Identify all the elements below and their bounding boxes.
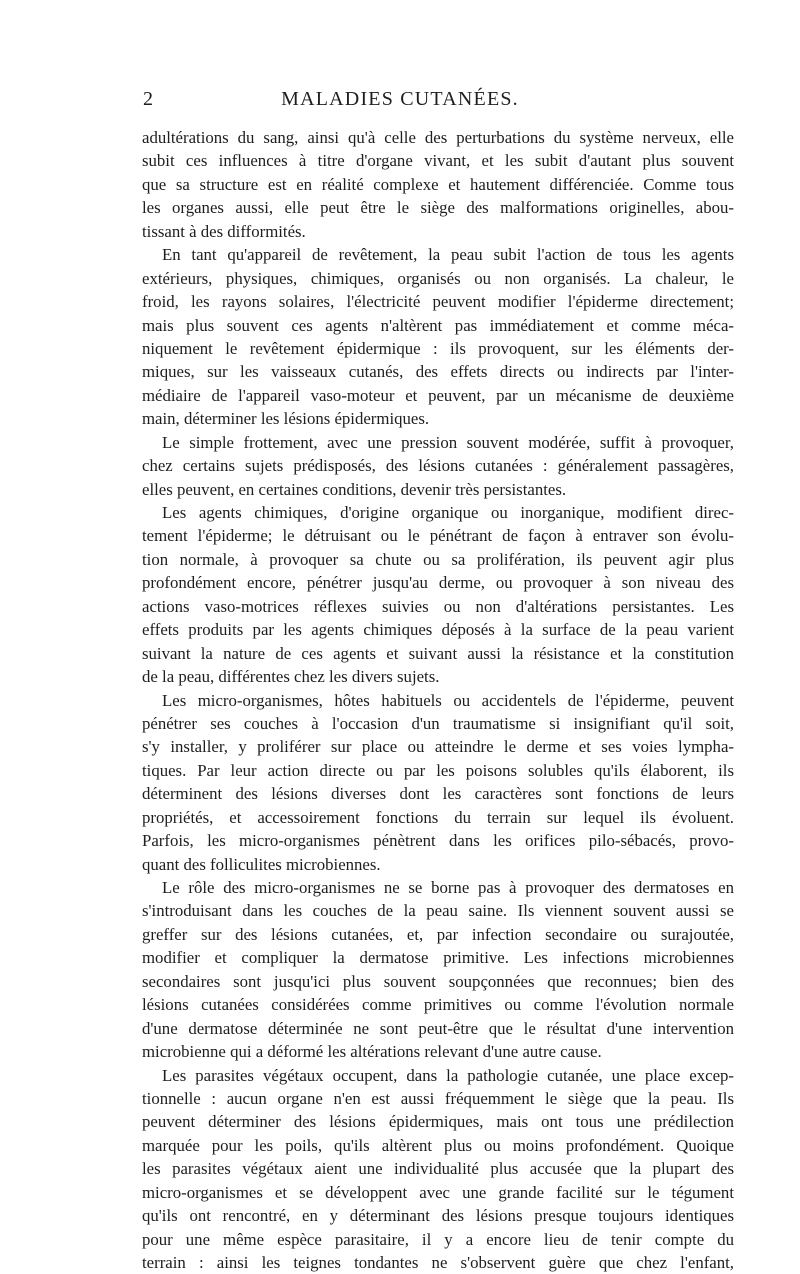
text-line: miques, sur les vaisseaux cutanés, des effets directs ou indirects par l'inter- [142,360,734,383]
text-line: elles peuvent, en certaines conditions, devenir très persistantes. [142,478,734,501]
text-line: actions vaso-motrices réflexes suivies ou non d'altérations persistantes. Les [142,595,734,618]
paragraph [142,689,734,877]
running-title: MALADIES CUTANÉES. [0,88,800,111]
paragraph [142,1064,734,1274]
text-line: s'introduisant dans les couches de la peau saine. Ils viennent souvent aussi se [142,899,734,922]
text-line: marquée pour les poils, qu'ils altèrent plus ou moins profondément. Quoique [142,1134,734,1157]
text-line: d'une dermatose déterminée ne sont peut-être que le résultat d'une intervention [142,1017,734,1040]
text-line: Les parasites végétaux occupent, dans la pathologie cutanée, une place excep- [142,1064,734,1087]
text-line: pour une même espèce parasitaire, il y a encore lieu de tenir compte du [142,1228,734,1251]
text-line: microbienne qui a déformé les altérations relevant d'une autre cause. [142,1040,734,1063]
text-line: Les agents chimiques, d'origine organique ou inorganique, modifient direc- [142,501,734,524]
text-line: qu'ils ont rencontré, en y déterminant des lésions presque toujours identiques [142,1204,734,1227]
text-line: chez certains sujets prédisposés, des lésions cutanées : généralement passagères, [142,454,734,477]
text-line: quant des folliculites microbiennes. [142,853,734,876]
text-line: que sa structure est en réalité complexe et hautement différenciée. Comme tous [142,173,734,196]
text-line: s'y installer, y proliférer sur place ou atteindre le derme et ses voies lympha- [142,735,734,758]
paragraph [142,431,734,501]
text-line: tissant à des difformités. [142,220,734,243]
text-line: tiques. Par leur action directe ou par les poisons solubles qu'ils élaborent, ils [142,759,734,782]
text-line: profondément encore, pénétrer jusqu'au derme, ou provoquer à son niveau des [142,571,734,594]
text-line: niquement le revêtement épidermique : ils provoquent, sur les éléments der- [142,337,734,360]
text-line: adultérations du sang, ainsi qu'à celle des perturbations du système nerveux, elle [142,126,734,149]
text-line: main, déterminer les lésions épidermiques. [142,407,734,430]
text-line: lésions cutanées considérées comme primitives ou comme l'évolution normale [142,993,734,1016]
text-line: greffer sur des lésions cutanées, et, par infection secondaire ou surajoutée, [142,923,734,946]
paragraph [142,126,734,243]
text-line: froid, les rayons solaires, l'électricité peuvent modifier l'épiderme directement; [142,290,734,313]
text-line: extérieurs, physiques, chimiques, organisés ou non organisés. La chaleur, le [142,267,734,290]
page-number: 2 [143,88,154,111]
text-line: propriétés, et accessoirement fonctions du terrain sur lequel ils évoluent. [142,806,734,829]
text-line: déterminent des lésions diverses dont les caractères sont fonctions de leurs [142,782,734,805]
text-line: les organes aussi, elle peut être le siège des malformations originelles, abou- [142,196,734,219]
text-line: tion normale, à provoquer sa chute ou sa prolifération, ils peuvent agir plus [142,548,734,571]
text-line: secondaires sont jusqu'ici plus souvent soupçonnées que reconnues; bien des [142,970,734,993]
text-line: effets produits par les agents chimiques déposés à la surface de la peau varient [142,618,734,641]
paragraph [142,501,734,689]
text-line: modifier et compliquer la dermatose primitive. Les infections microbiennes [142,946,734,969]
text-line: Les micro-organismes, hôtes habituels ou accidentels de l'épiderme, peuvent [142,689,734,712]
text-line: Le rôle des micro-organismes ne se borne pas à provoquer des dermatoses en [142,876,734,899]
text-line: tement l'épiderme; le détruisant ou le pénétrant de façon à entraver son évolu- [142,524,734,547]
page-header [0,88,800,118]
text-line: mais plus souvent ces agents n'altèrent pas immédiatement et comme méca- [142,314,734,337]
text-line: En tant qu'appareil de revêtement, la peau subit l'action de tous les agents [142,243,734,266]
body-text [142,126,734,1274]
text-line: de la peau, différentes chez les divers sujets. [142,665,734,688]
text-line: les parasites végétaux aient une individualité plus accusée que la plupart des [142,1157,734,1180]
text-line: Parfois, les micro-organismes pénètrent dans les orifices pilo-sébacés, provo- [142,829,734,852]
text-line: peuvent déterminer des lésions épidermiques, mais ont tous une prédilection [142,1110,734,1133]
paragraph [142,876,734,1064]
text-line: terrain : ainsi les teignes tondantes ne s'observent guère que chez l'enfant, [142,1251,734,1274]
text-line: pénétrer ses couches à l'occasion d'un traumatisme si insignifiant qu'il soit, [142,712,734,735]
paragraph [142,243,734,431]
text-line: Le simple frottement, avec une pression souvent modérée, suffit à provoquer, [142,431,734,454]
text-line: micro-organismes et se développent avec une grande facilité sur le tégument [142,1181,734,1204]
text-line: subit ces influences à titre d'organe vivant, et les subit d'autant plus souvent [142,149,734,172]
text-line: tionnelle : aucun organe n'en est aussi fréquemment le siège que la peau. Ils [142,1087,734,1110]
text-line: médiaire de l'appareil vaso-moteur et peuvent, par un mécanisme de deuxième [142,384,734,407]
text-line: suivant la nature de ces agents et suivant aussi la résistance et la constitution [142,642,734,665]
